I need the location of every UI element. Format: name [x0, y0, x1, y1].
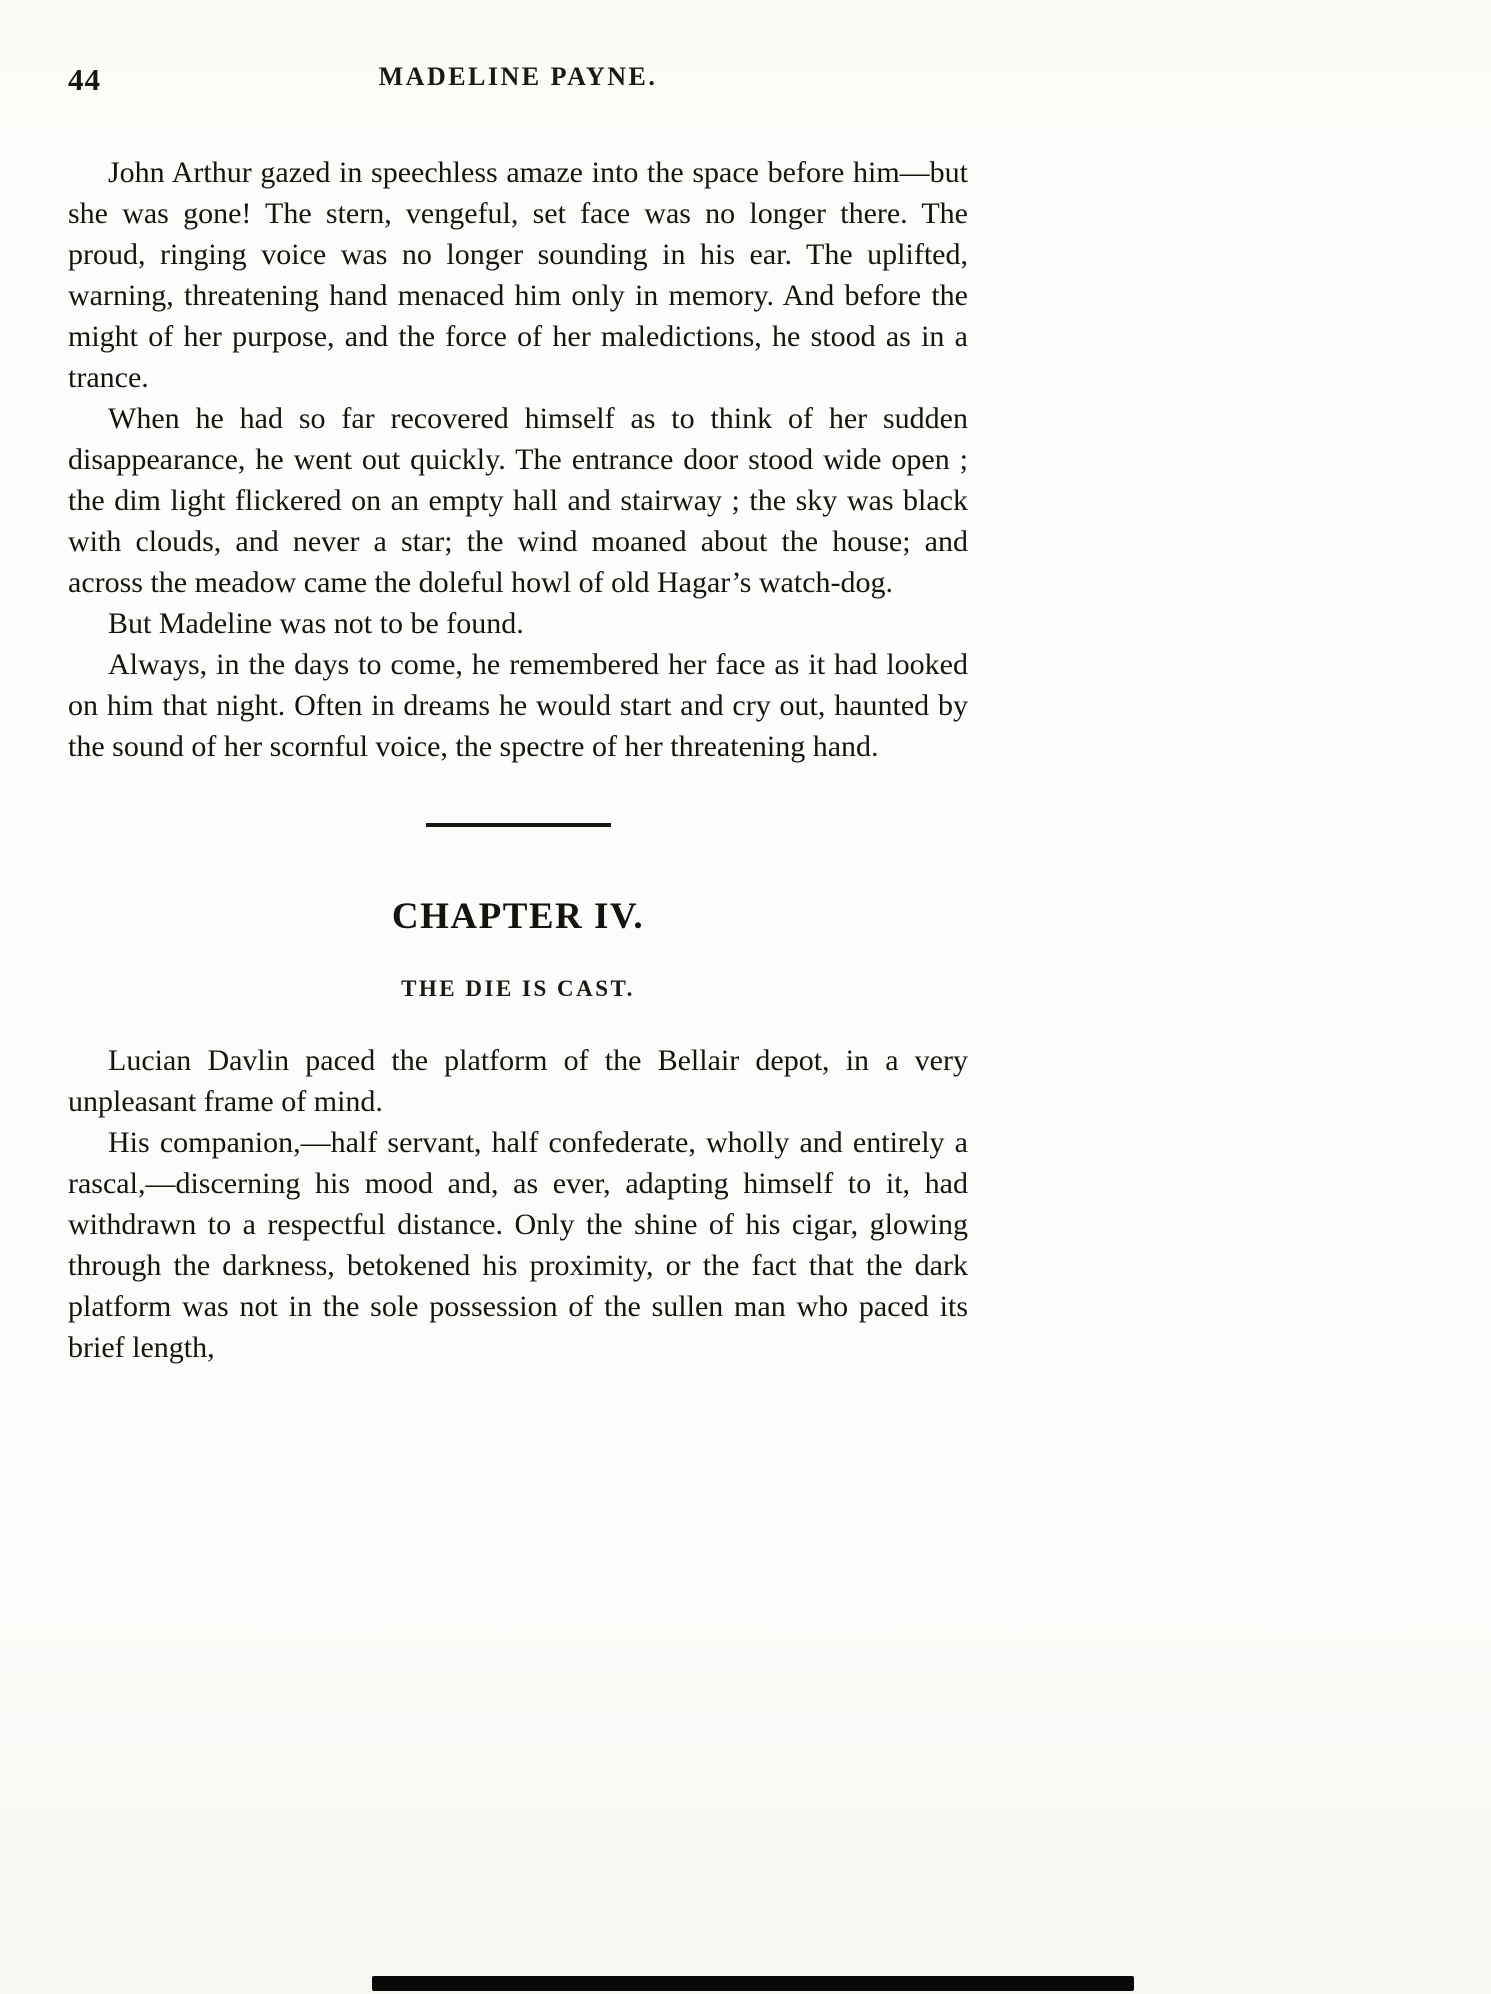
paragraph-john-arthur: John Arthur gazed in speechless amaze into the space before him—but she was gone! The stern, vengeful, set face was no longer there. The proud, ringing voice was no longer sounding in his ear. The uplifted, warning, threatening hand menaced him only in memory. And before the might of her purpose, and the force of her maledictions, he stood as in a trance.	[68, 156, 968, 394]
running-header-title: MADELINE PAYNE.	[378, 62, 658, 91]
paragraph-when-he-had: When he had so far recovered himself as to think of her sudden disappearance, he went out quickly. The entrance door stood wide open ; the dim light flickered on an empty hall and stairway ; the sky was black with clouds, and never a star; the wind moaned about the house; and across the meadow came the doleful howl of old Hagar’s watch-dog.	[68, 402, 968, 599]
paragraph-his-companion: His companion,—half servant, half confederate, wholly and entirely a rascal,—discerning his mood and, as ever, adapting himself to it, had withdrawn to a respectful distance. Only the shine of his cigar, glowing through the darkness, betokened his proximity, or the fact that the dark platform was not in the sole possession of the sullen man who paced its brief length,	[68, 1126, 968, 1364]
section-divider-rule	[426, 823, 611, 827]
page-header	[68, 62, 968, 96]
page-number: 44	[68, 62, 101, 97]
chapter-heading: CHAPTER IV.	[391, 896, 645, 937]
paragraph-always-in-the-days: Always, in the days to come, he remembered her face as it had looked on him that night. Often in dreams he would start and cry out, haunted by the sound of her scornful voice, the spectre of her threatening hand.	[68, 648, 968, 763]
scan-artifact-black-bar	[372, 1976, 1134, 1991]
paragraph-but-madeline: But Madeline was not to be found.	[108, 607, 524, 640]
chapter-subtitle: THE DIE IS CAST.	[401, 976, 635, 1001]
paragraph-lucian-davlin: Lucian Davlin paced the platform of the Bellair depot, in a very unpleasant frame of mind.	[68, 1044, 968, 1118]
text-block	[68, 62, 968, 1368]
